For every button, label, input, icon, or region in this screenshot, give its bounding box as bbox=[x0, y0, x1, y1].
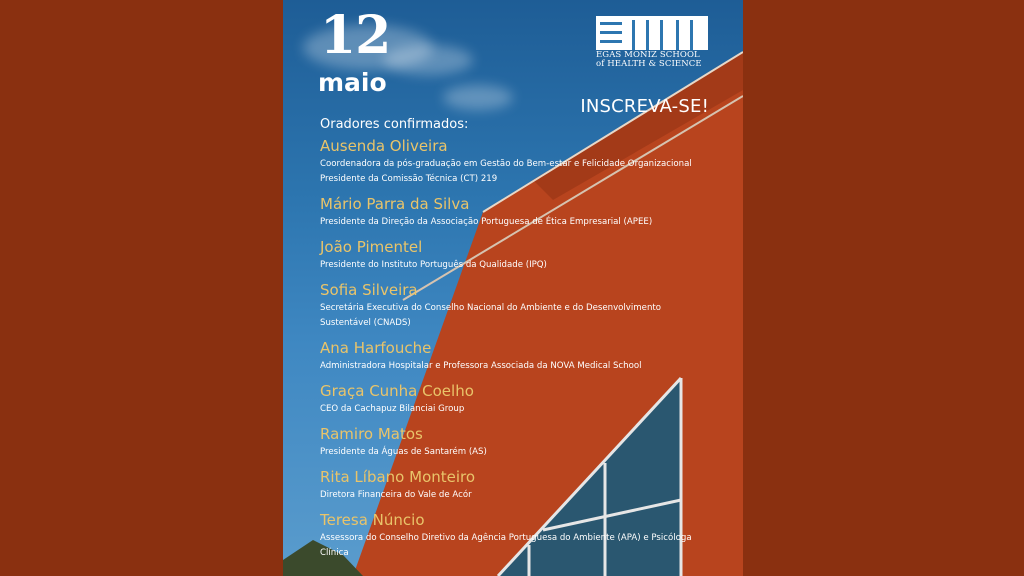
speaker-role: Diretora Financeira do Vale de Acór bbox=[320, 490, 472, 500]
logo-line1: EGAS MONIZ SCHOOL bbox=[596, 50, 700, 60]
speaker-item bbox=[320, 510, 730, 561]
speakers-heading: Oradores confirmados: bbox=[320, 117, 469, 132]
speaker-role: Presidente da Águas de Santarém (AS) bbox=[320, 447, 487, 457]
speaker-item bbox=[320, 338, 730, 374]
speaker-name: Mário Parra da Silva bbox=[320, 195, 470, 213]
speaker-name: Ana Harfouche bbox=[320, 339, 432, 357]
speaker-role: Coordenadora da pós-graduação em Gestão do Bem-estar e Felicidade Organizacional bbox=[320, 159, 692, 169]
speaker-name: Graça Cunha Coelho bbox=[320, 382, 474, 400]
speaker-role: CEO da Cachapuz Bilanciai Group bbox=[320, 404, 465, 414]
speaker-role: Clínica bbox=[320, 548, 349, 558]
event-poster bbox=[283, 0, 743, 576]
speaker-role: Presidente do Instituto Português da Qualidade (IPQ) bbox=[320, 260, 547, 270]
speaker-item bbox=[320, 237, 730, 273]
speaker-name: Ausenda Oliveira bbox=[320, 137, 448, 155]
event-day: 12 bbox=[320, 5, 391, 66]
school-logo bbox=[596, 16, 708, 69]
speaker-item bbox=[320, 381, 730, 417]
speaker-role: Sustentável (CNADS) bbox=[320, 318, 411, 328]
speaker-item bbox=[320, 136, 730, 187]
egas-moniz-logo-icon bbox=[596, 16, 708, 50]
speaker-name: Ramiro Matos bbox=[320, 425, 423, 443]
speaker-item bbox=[320, 424, 730, 460]
speaker-name: João Pimentel bbox=[320, 238, 423, 256]
speaker-item bbox=[320, 194, 730, 230]
speaker-item bbox=[320, 280, 730, 331]
register-cta[interactable]: INSCREVA-SE! bbox=[580, 96, 709, 117]
speaker-role: Presidente da Comissão Técnica (CT) 219 bbox=[320, 174, 498, 184]
speaker-role: Assessora do Conselho Diretivo da Agência Portuguesa do Ambiente (APA) e Psicóloga bbox=[320, 533, 692, 543]
event-month: maio bbox=[318, 68, 387, 97]
speaker-list bbox=[320, 136, 730, 568]
speaker-name: Teresa Núncio bbox=[320, 511, 425, 529]
speaker-role: Presidente da Direção da Associação Portuguesa de Ética Empresarial (APEE) bbox=[320, 217, 653, 227]
logo-line2: of HEALTH & SCIENCE bbox=[596, 59, 702, 69]
speaker-item bbox=[320, 467, 730, 503]
speaker-role: Administradora Hospitalar e Professora Associada da NOVA Medical School bbox=[320, 361, 642, 371]
speaker-role: Secretária Executiva do Conselho Nacional do Ambiente e do Desenvolvimento bbox=[320, 303, 662, 313]
speaker-name: Rita Líbano Monteiro bbox=[320, 468, 476, 486]
speaker-name: Sofia Silveira bbox=[320, 281, 418, 299]
